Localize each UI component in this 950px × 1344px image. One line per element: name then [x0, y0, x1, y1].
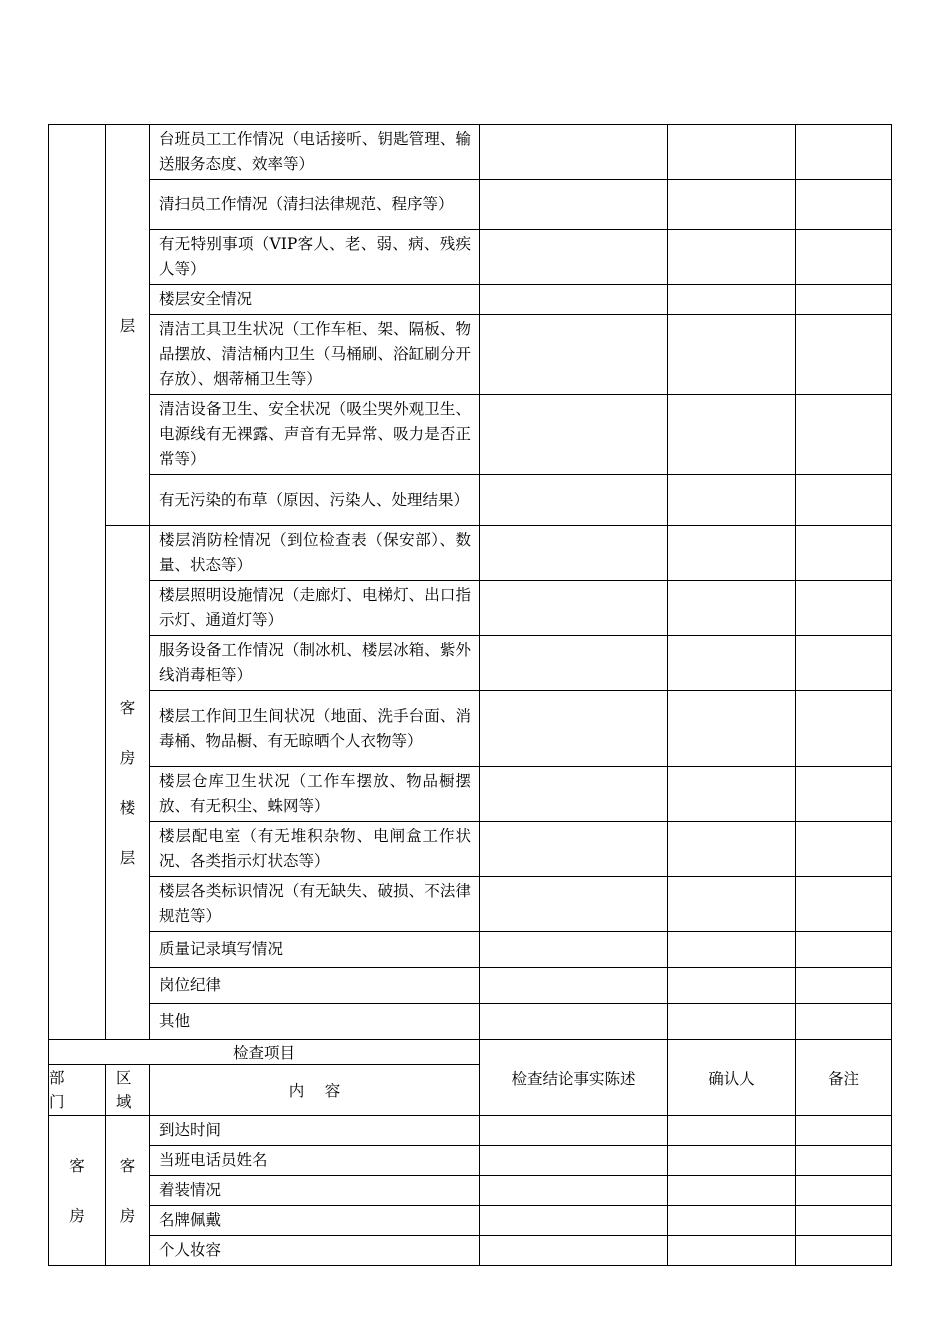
- confirm-cell[interactable]: [668, 1146, 796, 1176]
- content-cell: 清洁设备卫生、安全状况（吸尘哭外观卫生、电源线有无裸露、声音有无异常、吸力是否正常等）: [150, 395, 480, 475]
- remark-cell[interactable]: [796, 1146, 892, 1176]
- header-dept-char: 部: [49, 1069, 65, 1087]
- confirm-cell[interactable]: [668, 180, 796, 230]
- conclusion-cell[interactable]: [480, 1176, 668, 1206]
- conclusion-cell[interactable]: [480, 767, 668, 822]
- remark-cell[interactable]: [796, 932, 892, 968]
- remark-cell[interactable]: [796, 315, 892, 395]
- conclusion-cell[interactable]: [480, 636, 668, 691]
- conclusion-cell[interactable]: [480, 125, 668, 180]
- header-area-char: 域: [116, 1093, 132, 1111]
- content-cell: 着装情况: [150, 1176, 480, 1206]
- conclusion-cell[interactable]: [480, 877, 668, 932]
- dept-label-vertical: [69, 1141, 85, 1241]
- header-dept: [49, 1065, 106, 1116]
- confirm-cell[interactable]: [668, 968, 796, 1004]
- table-row: [49, 230, 892, 285]
- confirm-cell[interactable]: [668, 475, 796, 526]
- conclusion-cell[interactable]: [480, 691, 668, 767]
- table-row: [49, 315, 892, 395]
- remark-cell[interactable]: [796, 877, 892, 932]
- content-cell: 楼层安全情况: [150, 285, 480, 315]
- area-label-char: 客: [119, 1156, 136, 1175]
- content-cell: 楼层工作间卫生间状况（地面、洗手台面、消毒桶、物品橱、有无晾晒个人衣物等）: [150, 691, 480, 767]
- table-row: [49, 475, 892, 526]
- content-cell: 楼层照明设施情况（走廊灯、电梯灯、出口指示灯、通道灯等）: [150, 581, 480, 636]
- content-cell: 楼层消防栓情况（到位检查表（保安部）、数量、状态等）: [150, 526, 480, 581]
- header-check-items: 检查项目: [49, 1040, 480, 1065]
- remark-cell[interactable]: [796, 968, 892, 1004]
- remark-cell[interactable]: [796, 1236, 892, 1266]
- confirm-cell[interactable]: [668, 1004, 796, 1040]
- content-cell: 岗位纪律: [150, 968, 480, 1004]
- confirm-cell[interactable]: [668, 636, 796, 691]
- confirm-cell[interactable]: [668, 230, 796, 285]
- table-row: [49, 526, 892, 581]
- table-row: [49, 822, 892, 877]
- content-cell: 到达时间: [150, 1116, 480, 1146]
- conclusion-cell[interactable]: [480, 395, 668, 475]
- area-label-vertical: [120, 683, 136, 883]
- table-row: [49, 1116, 892, 1146]
- content-cell: 楼层配电室（有无堆积杂物、电闸盒工作状况、各类指示灯状态等）: [150, 822, 480, 877]
- inspection-table: [48, 124, 892, 1266]
- area-label-char: 房: [119, 1206, 136, 1225]
- header-area-char: 区: [116, 1069, 132, 1087]
- confirm-cell[interactable]: [668, 932, 796, 968]
- remark-cell[interactable]: [796, 526, 892, 581]
- conclusion-cell[interactable]: [480, 315, 668, 395]
- header-dept-char: 门: [49, 1093, 65, 1111]
- content-cell: 清洁工具卫生状况（工作车柜、架、隔板、物品摆放、清洁桶内卫生（马桶刷、浴缸刷分开存放）、烟蒂桶卫生等）: [150, 315, 480, 395]
- area-cell-guestroom-floor: [106, 526, 150, 1040]
- table-row: [49, 285, 892, 315]
- remark-cell[interactable]: [796, 767, 892, 822]
- header-conclusion: 检查结论事实陈述: [480, 1040, 668, 1116]
- table-row: [49, 932, 892, 968]
- table-row: [49, 877, 892, 932]
- conclusion-cell[interactable]: [480, 581, 668, 636]
- table-row: [49, 180, 892, 230]
- conclusion-cell[interactable]: [480, 822, 668, 877]
- confirm-cell[interactable]: [668, 1176, 796, 1206]
- header-content: 内 容: [150, 1065, 480, 1116]
- remark-cell[interactable]: [796, 1004, 892, 1040]
- content-cell: 质量记录填写情况: [150, 932, 480, 968]
- table-row: [49, 691, 892, 767]
- remark-cell[interactable]: [796, 475, 892, 526]
- conclusion-cell[interactable]: [480, 932, 668, 968]
- header-confirm: 确认人: [668, 1040, 796, 1116]
- table-row: [49, 125, 892, 180]
- content-cell: 服务设备工作情况（制冰机、楼层冰箱、紫外线消毒柜等）: [150, 636, 480, 691]
- conclusion-cell[interactable]: [480, 1116, 668, 1146]
- area-cell-floor: [106, 125, 150, 526]
- content-cell: 楼层仓库卫生状况（工作车摆放、物品橱摆放、有无积尘、蛛网等）: [150, 767, 480, 822]
- confirm-cell[interactable]: [668, 526, 796, 581]
- table-row: [49, 636, 892, 691]
- table-row: [49, 1236, 892, 1266]
- confirm-cell[interactable]: [668, 877, 796, 932]
- area-label-vertical: [120, 1141, 136, 1241]
- confirm-cell[interactable]: [668, 285, 796, 315]
- conclusion-cell[interactable]: [480, 1206, 668, 1236]
- content-cell: 其他: [150, 1004, 480, 1040]
- conclusion-cell[interactable]: [480, 1236, 668, 1266]
- content-cell: 楼层各类标识情况（有无缺失、破损、不法律规范等）: [150, 877, 480, 932]
- remark-cell[interactable]: [796, 581, 892, 636]
- remark-cell[interactable]: [796, 125, 892, 180]
- dept-label-char: 房: [69, 1206, 85, 1225]
- table-row: [49, 968, 892, 1004]
- remark-cell[interactable]: [796, 822, 892, 877]
- table-row: [49, 1004, 892, 1040]
- confirm-cell[interactable]: [668, 581, 796, 636]
- remark-cell[interactable]: [796, 285, 892, 315]
- remark-cell[interactable]: [796, 1176, 892, 1206]
- confirm-cell[interactable]: [668, 691, 796, 767]
- confirm-cell[interactable]: [668, 767, 796, 822]
- table-row: [49, 581, 892, 636]
- content-cell: 台班员工工作情况（电话接听、钥匙管理、输送服务态度、效率等）: [150, 125, 480, 180]
- remark-cell[interactable]: [796, 180, 892, 230]
- remark-cell[interactable]: [796, 691, 892, 767]
- conclusion-cell[interactable]: [480, 475, 668, 526]
- table-row: [49, 1146, 892, 1176]
- dept-label-char: 客: [69, 1156, 85, 1175]
- conclusion-cell[interactable]: [480, 180, 668, 230]
- conclusion-cell[interactable]: [480, 285, 668, 315]
- area-label-char: 楼: [119, 798, 136, 817]
- conclusion-cell[interactable]: [480, 1004, 668, 1040]
- remark-cell[interactable]: [796, 395, 892, 475]
- content-cell: 有无特别事项（VIP客人、老、弱、病、残疾人等）: [150, 230, 480, 285]
- header-remark: 备注: [796, 1040, 892, 1116]
- conclusion-cell[interactable]: [480, 1146, 668, 1176]
- conclusion-cell[interactable]: [480, 968, 668, 1004]
- confirm-cell[interactable]: [668, 1236, 796, 1266]
- remark-cell[interactable]: [796, 636, 892, 691]
- content-cell: 清扫员工作情况（清扫法律规范、程序等）: [150, 180, 480, 230]
- table-row: [49, 395, 892, 475]
- content-cell: 当班电话员姓名: [150, 1146, 480, 1176]
- content-cell: 个人妆容: [150, 1236, 480, 1266]
- dept-cell-blank: [49, 125, 106, 1040]
- content-cell: 有无污染的布草（原因、污染人、处理结果）: [150, 475, 480, 526]
- area-label-char: 层: [119, 848, 136, 867]
- table-row: [49, 1206, 892, 1236]
- area-label-char: 客: [119, 698, 136, 717]
- dept-cell-guestroom: [49, 1116, 106, 1266]
- area-cell-guestroom: [106, 1116, 150, 1266]
- table-row: [49, 767, 892, 822]
- table-row: [49, 1176, 892, 1206]
- confirm-cell[interactable]: [668, 315, 796, 395]
- area-label: 层: [119, 317, 136, 335]
- header-row: [49, 1040, 892, 1065]
- remark-cell[interactable]: [796, 1206, 892, 1236]
- header-area: [106, 1065, 150, 1116]
- confirm-cell[interactable]: [668, 822, 796, 877]
- confirm-cell[interactable]: [668, 125, 796, 180]
- area-label-char: 房: [119, 748, 136, 767]
- confirm-cell[interactable]: [668, 1116, 796, 1146]
- conclusion-cell[interactable]: [480, 230, 668, 285]
- content-cell: 名牌佩戴: [150, 1206, 480, 1236]
- confirm-cell[interactable]: [668, 395, 796, 475]
- remark-cell[interactable]: [796, 1116, 892, 1146]
- conclusion-cell[interactable]: [480, 526, 668, 581]
- confirm-cell[interactable]: [668, 1206, 796, 1236]
- remark-cell[interactable]: [796, 230, 892, 285]
